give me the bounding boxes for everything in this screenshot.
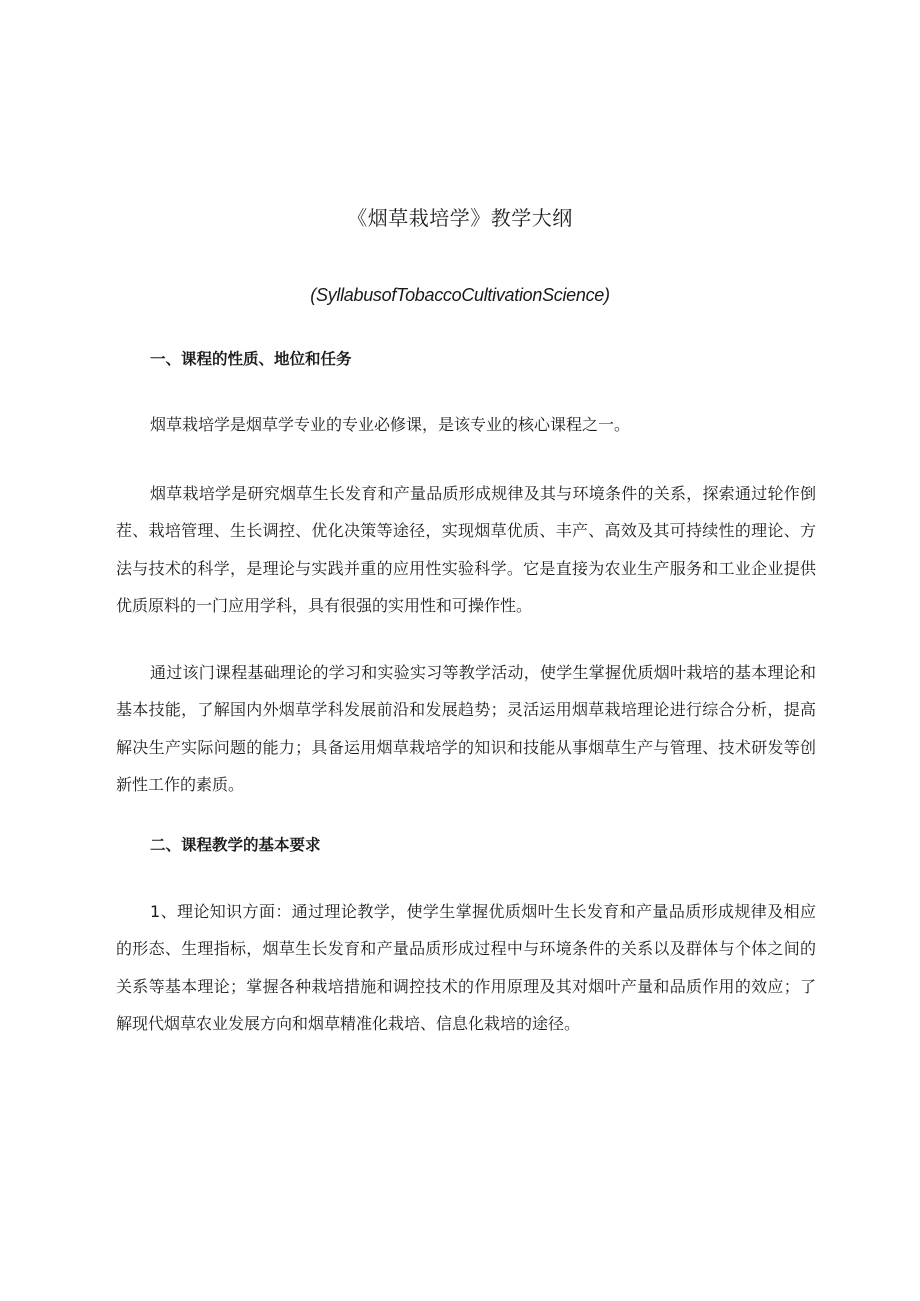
section-heading-requirements: 二、课程教学的基本要求	[150, 836, 321, 854]
section-heading-nature: 一、课程的性质、地位和任务	[150, 350, 352, 368]
paragraph: 烟草栽培学是研究烟草生长发育和产量品质形成规律及其与环境条件的关系，探索通过轮作倒茬、栽培管理、生长调控、优化决策等途径，实现烟草优质、丰产、高效及其可持续性的理论、方法与技术的科学，是理论与实践并重的应用性实验科学。它是直接为农业生产服务和工业企业提供优质原料的一门应用学科，具有很强的实用性和可操作性。	[116, 484, 816, 616]
document-subtitle: (SyllabusofTobaccoCultivationScience)	[310, 285, 610, 305]
paragraph: 1、理论知识方面：通过理论教学，使学生掌握优质烟叶生长发育和产量品质形成规律及相应的形态、生理指标，烟草生长发育和产量品质形成过程中与环境条件的关系以及群体与个体之间的关系等基本理论；掌握各种栽培措施和调控技术的作用原理及其对烟叶产量和品质作用的效应；了解现代烟草农业发展方向和烟草精准化栽培、信息化栽培的途径。	[116, 902, 816, 1034]
paragraph: 烟草栽培学是烟草学专业的专业必修课，是该专业的核心课程之一。	[150, 415, 631, 434]
paragraph: 通过该门课程基础理论的学习和实验实习等教学活动，使学生掌握优质烟叶栽培的基本理论和基本技能，了解国内外烟草学科发展前沿和发展趋势；灵活运用烟草栽培理论进行综合分析，提高解决生产实际问题的能力；具备运用烟草栽培学的知识和技能从事烟草生产与管理、技术研发等创新性工作的素质。	[116, 663, 816, 795]
document-title: 《烟草栽培学》教学大纲	[347, 206, 573, 230]
